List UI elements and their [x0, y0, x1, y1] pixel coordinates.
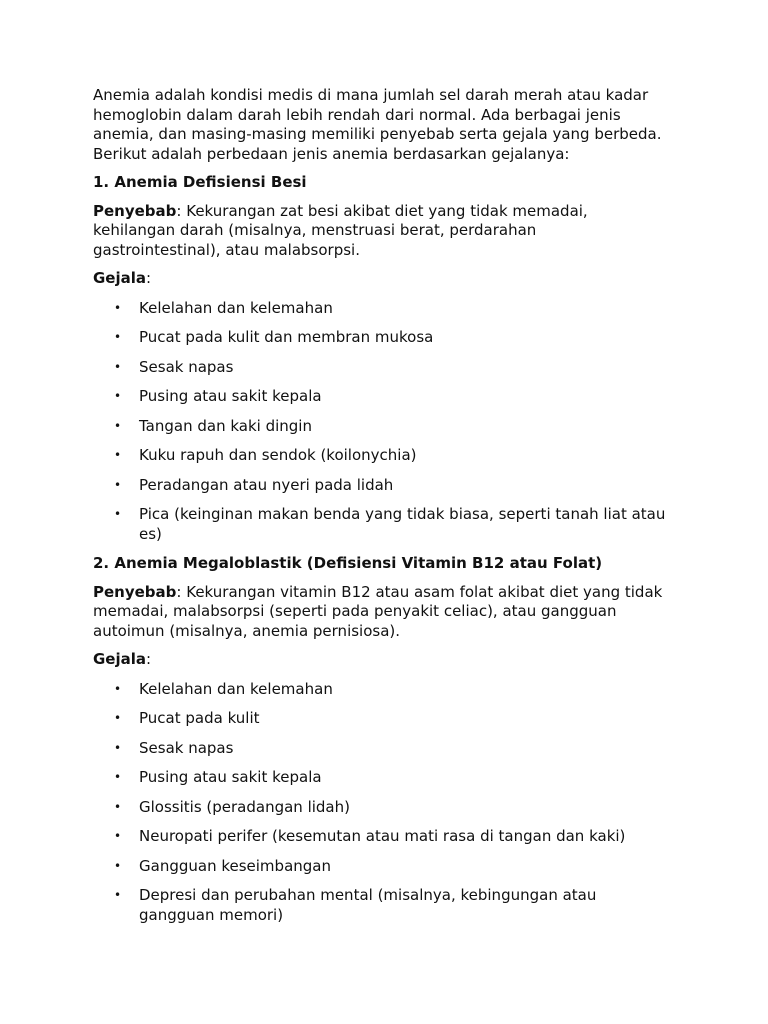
section-anemia-defisiensi-besi [93, 173, 668, 544]
bullet-icon: • [114, 477, 122, 492]
bullet-icon: • [114, 888, 122, 902]
list-item-text: Depresi dan perubahan mental (misalnya, kebingungan atau gangguan memori) [139, 886, 597, 924]
list-item [93, 476, 668, 496]
bullet-icon: • [114, 858, 122, 873]
bullet-icon: • [114, 418, 122, 433]
list-item [93, 387, 668, 407]
bullet-icon: • [114, 829, 122, 843]
bullet-icon: • [114, 507, 122, 521]
symptoms-list [93, 680, 668, 926]
list-item [93, 709, 668, 729]
intro-paragraph: Anemia adalah kondisi medis di mana jumlah sel darah merah atau kadar hemoglobin dalam darah lebih rendah dari normal. Ada berbagai jenis anemia, dan masing-masing memiliki penyebab serta gejala yang berbeda. Berikut adalah perbedaan jenis anemia berdasarkan gejalanya: [93, 86, 662, 163]
list-item-text: Pucat pada kulit dan membran mukosa [139, 328, 434, 346]
list-item-text: Pucat pada kulit [139, 709, 260, 727]
bullet-icon: • [114, 740, 122, 755]
list-item [93, 417, 668, 437]
list-item-text: Tangan dan kaki dingin [139, 416, 312, 435]
list-item-text: Gangguan keseimbangan [139, 856, 331, 875]
list-item-text: Pusing atau sakit kepala [139, 768, 322, 786]
list-item [93, 446, 668, 466]
list-item [93, 798, 668, 818]
symptoms-heading [93, 269, 668, 289]
list-item [93, 328, 668, 348]
list-item-text: Pica (keinginan makan benda yang tidak biasa, seperti tanah liat atau es) [139, 505, 666, 543]
cause-paragraph [93, 202, 668, 261]
list-item-text: Kelelahan dan kelemahan [139, 679, 333, 698]
symptoms-heading [93, 650, 668, 670]
list-item [93, 505, 668, 544]
list-item-text: Pusing atau sakit kepala [139, 387, 322, 405]
bullet-icon: • [114, 448, 122, 462]
symptoms-label: Gejala [93, 650, 147, 668]
cause-paragraph [93, 583, 668, 642]
section-title: 2. Anemia Megaloblastik (Defisiensi Vitamin B12 atau Folat) [93, 554, 603, 572]
list-item [93, 358, 668, 378]
list-item-text: Sesak napas [139, 738, 234, 757]
list-item [93, 739, 668, 759]
list-item [93, 857, 668, 877]
list-item [93, 827, 668, 847]
cause-text: : Kekurangan zat besi akibat diet yang tidak memadai, kehilangan darah (misalnya, menstruasi berat, perdarahan gastrointestinal), atau malabsorpsi. [93, 201, 588, 259]
list-item-text: Kelelahan dan kelemahan [139, 298, 333, 317]
symptoms-colon: : [146, 650, 152, 668]
cause-label: Penyebab [93, 582, 177, 601]
list-item [93, 886, 668, 925]
bullet-icon: • [114, 799, 122, 814]
bullet-icon: • [114, 359, 122, 374]
list-item-text: Glossitis (peradangan lidah) [139, 797, 350, 816]
section-title: 1. Anemia Defisiensi Besi [93, 173, 307, 191]
list-item-text: Neuropati perifer (kesemutan atau mati rasa di tangan dan kaki) [139, 827, 626, 845]
list-item [93, 680, 668, 700]
bullet-icon: • [114, 681, 122, 696]
list-item-text: Peradangan atau nyeri pada lidah [139, 475, 394, 494]
cause-text: : Kekurangan vitamin B12 atau asam folat akibat diet yang tidak memadai, malabsorpsi (seperti pada penyakit celiac), atau gangguan autoimun (misalnya, anemia pernisiosa). [93, 582, 663, 640]
symptoms-label: Gejala [93, 269, 147, 287]
bullet-icon: • [114, 770, 122, 784]
list-item [93, 768, 668, 788]
list-item [93, 299, 668, 319]
cause-label: Penyebab [93, 201, 177, 220]
symptoms-list [93, 299, 668, 545]
bullet-icon: • [114, 389, 122, 403]
bullet-icon: • [114, 330, 122, 344]
symptoms-colon: : [146, 269, 152, 287]
bullet-icon: • [114, 300, 122, 315]
section-anemia-megaloblastik [93, 554, 668, 925]
bullet-icon: • [114, 711, 122, 725]
list-item-text: Sesak napas [139, 357, 234, 376]
list-item-text: Kuku rapuh dan sendok (koilonychia) [139, 446, 417, 464]
